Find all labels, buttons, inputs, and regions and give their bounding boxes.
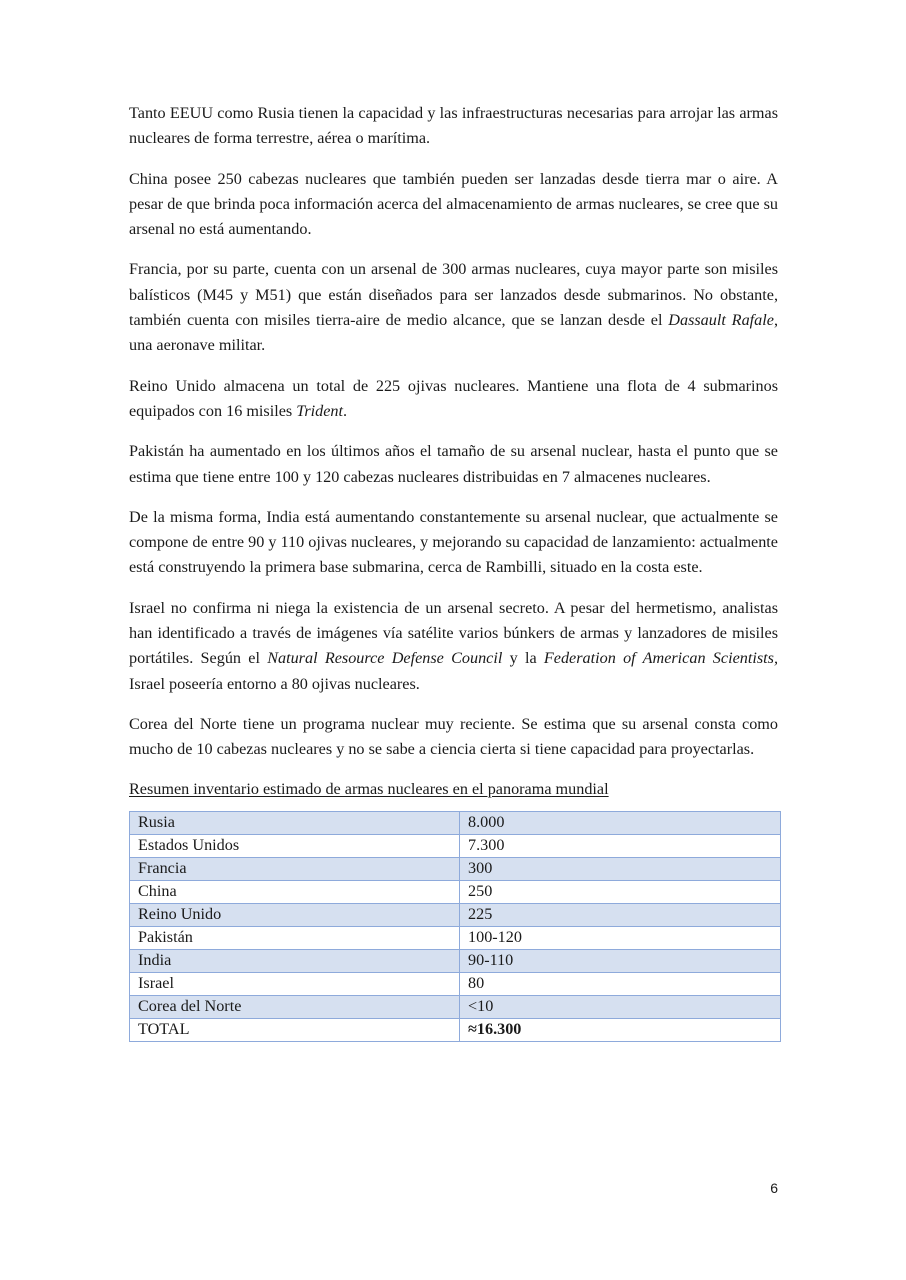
table-row — [130, 903, 781, 926]
paragraph-list — [129, 101, 778, 763]
emphasis-run: Dassault Rafale — [668, 311, 774, 330]
cell-country: Rusia — [130, 811, 460, 834]
cell-warhead-count: 300 — [460, 857, 781, 880]
cell-warhead-count: ≈16.300 — [460, 1018, 781, 1041]
cell-warhead-count: 225 — [460, 903, 781, 926]
cell-country: TOTAL — [130, 1018, 460, 1041]
emphasis-run: Federation of American Scientists, — [543, 649, 778, 668]
cell-warhead-count: 100-120 — [460, 926, 781, 949]
table-row — [130, 926, 781, 949]
text-run: China posee 250 cabezas nucleares que también pueden ser lanzadas desde tierra mar o aire. A pesar de que brinda poca información acerca del almacenamiento de armas nucleares, se cree que su arsenal no está aumentando. — [129, 169, 778, 239]
section-heading: Resumen inventario estimado de armas nucleares en el panorama mundial — [129, 779, 609, 798]
cell-warhead-count: <10 — [460, 995, 781, 1018]
text-run: Tanto EEUU como Rusia tienen la capacidad y las infraestructuras necesarias para arrojar las armas nucleares de forma terrestre, aérea o marítima. — [129, 104, 778, 148]
table-row — [130, 972, 781, 995]
text-run: Francia, por su parte, cuenta con un arsenal de 300 armas nucleares, cuya mayor parte son misiles balísticos (M45 y M51) que están diseñados para ser lanzados desde submarinos. No obstante, también cuenta con misiles tierra-aire de medio alcance, que se lanzan desde el — [129, 260, 778, 330]
cell-country: Estados Unidos — [130, 834, 460, 857]
table-row — [130, 949, 781, 972]
p-reino-unido — [129, 374, 778, 425]
document-body — [129, 101, 778, 1042]
cell-country: Israel — [130, 972, 460, 995]
cell-country: Pakistán — [130, 926, 460, 949]
cell-country: India — [130, 949, 460, 972]
p-china — [129, 167, 778, 243]
text-run: Corea del Norte tiene un programa nuclear muy reciente. Se estima que su arsenal consta como mucho de 10 cabezas nucleares y no se sabe a ciencia cierta si tiene capacidad para proyectarlas. — [129, 714, 778, 759]
table-row — [130, 811, 781, 834]
text-run: , una aeronave militar. — [129, 311, 778, 355]
section-heading-wrapper — [129, 763, 778, 802]
cell-country: Reino Unido — [130, 903, 460, 926]
table-row-total — [130, 1018, 781, 1041]
p-corea-del-norte — [129, 712, 778, 763]
cell-country: Francia — [130, 857, 460, 880]
p-eeuu-rusia — [129, 101, 778, 152]
text-run: De la misma forma, India está aumentando constantemente su arsenal nuclear, que actualmente se compone de entre 90 y 110 ojivas nucleares, y mejorando su capacidad de lanzamiento: actualmente está construyendo la primera base submarina, cerca de Rambilli, situado en la costa este. — [129, 507, 778, 577]
text-run: . — [343, 401, 348, 420]
cell-warhead-count: 90-110 — [460, 949, 781, 972]
nuclear-inventory-table — [129, 811, 781, 1042]
cell-country: China — [130, 880, 460, 903]
emphasis-run: Trident — [296, 401, 344, 420]
cell-warhead-count: 7.300 — [460, 834, 781, 857]
cell-warhead-count: 250 — [460, 880, 781, 903]
text-run: Reino Unido almacena un total de 225 ojivas nucleares. Mantiene una flota de 4 submarinos equipados con 16 misiles — [129, 376, 778, 420]
text-run: Israel poseería entorno a 80 ojivas nucleares. — [129, 674, 420, 693]
p-pakistan — [129, 439, 778, 490]
inventory-table-body — [130, 811, 781, 1041]
emphasis-run: Natural Resource Defense Council — [267, 649, 503, 668]
cell-warhead-count: 8.000 — [460, 811, 781, 834]
table-row — [130, 834, 781, 857]
table-row — [130, 857, 781, 880]
cell-country: Corea del Norte — [130, 995, 460, 1018]
page-number: 6 — [770, 1180, 778, 1196]
text-run: y la — [502, 649, 544, 668]
p-francia — [129, 257, 778, 358]
table-row — [130, 995, 781, 1018]
text-run: Pakistán ha aumentado en los últimos años el tamaño de su arsenal nuclear, hasta el punto que se estima que tiene entre 100 y 120 cabezas nucleares distribuidas en 7 almacenes nucleares. — [129, 442, 778, 486]
cell-warhead-count: 80 — [460, 972, 781, 995]
text-run: Israel no confirma ni niega la existencia de un arsenal secreto. A pesar del hermetismo, analistas han identificado a través de imágenes vía satélite varios búnkers de armas y lanzadores de misiles portátiles. Según el — [129, 598, 778, 668]
p-india — [129, 505, 778, 581]
p-israel — [129, 596, 778, 697]
table-row — [130, 880, 781, 903]
